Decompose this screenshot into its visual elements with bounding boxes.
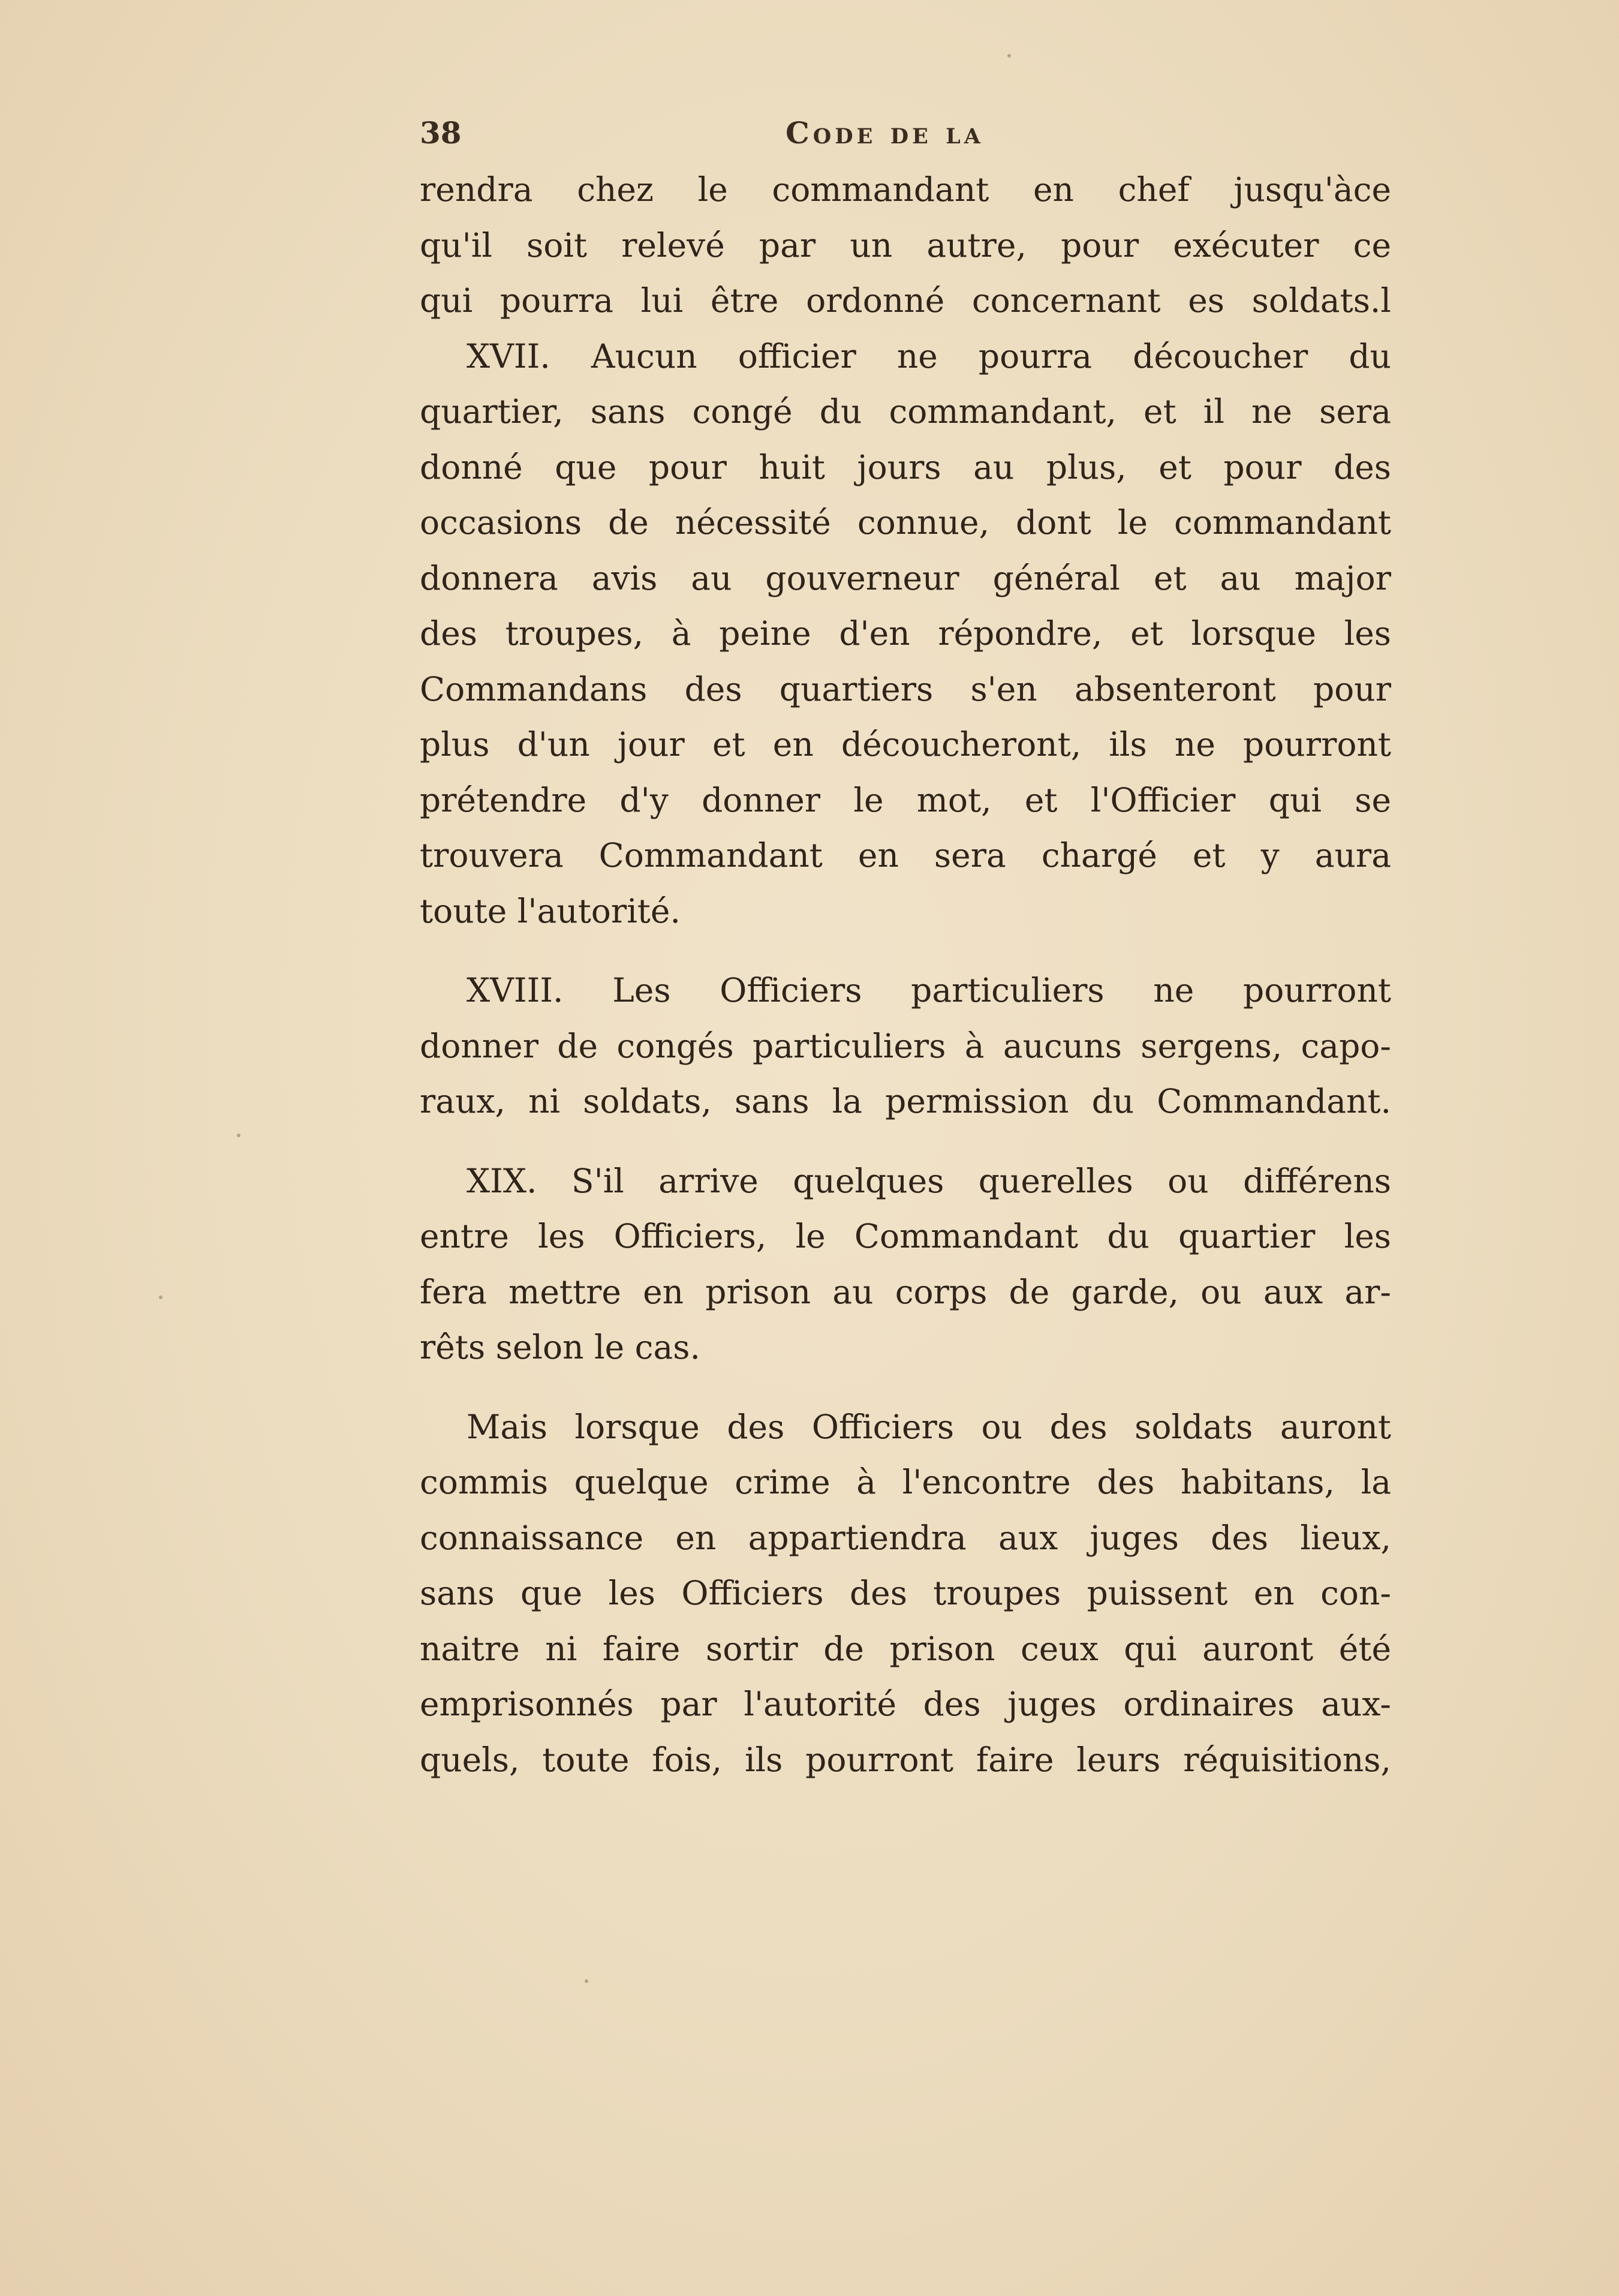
text-line: naitre ni faire sortir de prison ceux qui auront été (420, 1629, 1391, 1668)
page-header (420, 115, 1019, 163)
text-line: toute l'autorité. (420, 891, 681, 930)
text-line: Commandans des quartiers s'en absenteront pour (420, 669, 1391, 708)
text-line: qu'il soit relevé par un autre, pour exécuter ce (420, 226, 1391, 265)
article-xvii-start: XVII. Aucun officier ne pourra découcher du (467, 336, 1391, 375)
text-line: quels, toute fois, ils pourront faire leurs réquisitions, (420, 1740, 1391, 1779)
text-line: sans que les Officiers des troupes puissent en con- (420, 1574, 1391, 1612)
text-line: emprisonnés par l'autorité des juges ordinaires aux- (420, 1685, 1391, 1723)
text-line: rendra chez le commandant en chef jusqu'àce (420, 170, 1391, 209)
text-line: prétendre d'y donner le mot, et l'Officier qui se (420, 780, 1391, 819)
text-line: commis quelque crime à l'encontre des habitans, la (420, 1463, 1391, 1501)
text-line: rêts selon le cas. (420, 1328, 700, 1366)
article-xviii-start: XVIII. Les Officiers particuliers ne pourront (467, 971, 1391, 1009)
text-line: quartier, sans congé du commandant, et il ne sera (420, 392, 1391, 431)
text-line: des troupes, à peine d'en répondre, et lorsque les (420, 614, 1391, 653)
running-head: Code de la (786, 115, 984, 151)
body-text (420, 162, 1391, 1787)
text-line: fera mettre en prison au corps de garde, ou aux ar- (420, 1272, 1391, 1311)
page-number: 38 (420, 115, 462, 151)
text-line: donner de congés particuliers à aucuns sergens, capo- (420, 1026, 1391, 1065)
paper-speck (159, 1296, 162, 1299)
paper-speck (585, 1979, 588, 1983)
paragraph-start: Mais lorsque des Officiers ou des soldats auront (467, 1407, 1391, 1446)
text-line: entre les Officiers, le Commandant du quartier les (420, 1217, 1391, 1255)
text-line: donné que pour huit jours au plus, et pour des (420, 447, 1391, 486)
text-line: plus d'un jour et en découcheront, ils ne pourront (420, 725, 1391, 764)
text-line: raux, ni soldats, sans la permission du Commandant. (420, 1082, 1391, 1120)
paper-speck (1007, 54, 1011, 58)
article-xix-start: XIX. S'il arrive quelques querelles ou différens (467, 1161, 1391, 1200)
paper-speck (237, 1134, 240, 1137)
text-line: qui pourra lui être ordonné concernant es soldats.l (420, 281, 1391, 320)
text-line: connaissance en appartiendra aux juges des lieux, (420, 1518, 1391, 1557)
text-line: trouvera Commandant en sera chargé et y aura (420, 836, 1391, 874)
text-line: donnera avis au gouverneur général et au major (420, 558, 1391, 597)
text-line: occasions de nécessité connue, dont le commandant (420, 503, 1391, 542)
